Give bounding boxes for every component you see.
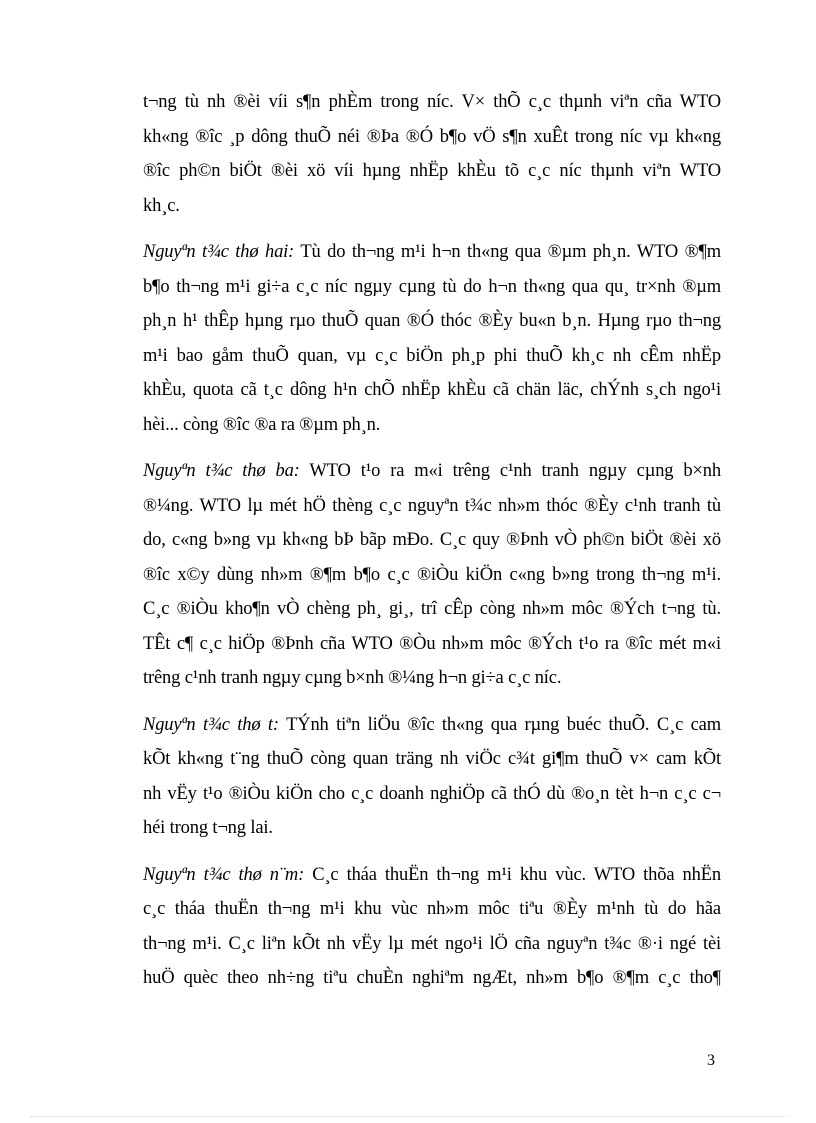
paragraph xyxy=(143,858,721,996)
text-line: nh vËy t¹o ®iÒu kiÖn cho c¸c doanh nghiÖp cã thÓ dù ®o¸n tèt h¬n c¸c c¬ xyxy=(143,783,721,804)
text-line: hèi... còng ®îc ®a ra ®µm ph¸n. xyxy=(143,414,381,435)
text-run: Tù do th¬ng m¹i h¬n th«ng qua ®µm ph¸n. WTO ®¶m xyxy=(294,242,721,262)
text-line: khÈu, quota cã t¸c dông h¹n chÕ nhËp khÈu cã chän läc, chÝnh s¸ch ngo¹i xyxy=(143,380,721,400)
text-line: kÕt kh«ng t¨ng thuÕ còng quan träng nh viÖc c¾t gi¶m thuÕ v× cam kÕt xyxy=(143,749,721,769)
text-line: trêng c¹nh tranh ngµy cµng b×nh ®¼ng h¬n gi÷a c¸c níc. xyxy=(143,668,562,688)
text-line: ®îc ph©n biÖt ®èi xö víi hµng nhËp khÈu tõ c¸c níc thµnh viªn WTO xyxy=(143,161,721,181)
body-text xyxy=(143,85,721,1008)
paragraph xyxy=(143,85,721,223)
text-run: C¸c tháa thuËn th¬ng m¹i khu vùc. WTO thõa nhËn xyxy=(304,864,721,885)
paragraph xyxy=(143,454,721,696)
text-line: C¸c ®iÒu kho¶n vÒ chèng ph¸ gi¸, trî cÊp còng nh»m môc ®Ých t¬ng tù. xyxy=(143,599,721,619)
text-line: kh«ng ®îc ¸p dông thuÕ néi ®Þa ®Ó b¶o vÖ s¶n xuÊt trong níc vµ kh«ng xyxy=(143,126,721,147)
text-line: do, c«ng b»ng vµ kh«ng bÞ bãp mÐo. C¸c quy ®Þnh vÒ ph©n biÖt ®èi xö xyxy=(143,530,721,550)
paragraph xyxy=(143,708,721,846)
text-line: ®îc x©y dùng nh»m ®¶m b¶o c¸c ®iÒu kiÖn c«ng b»ng trong th¬ng m¹i. xyxy=(143,564,721,585)
text-line: ph¸n h¹ thÊp hµng rµo thuÕ quan ®Ó thóc ®Èy bu«n b¸n. Hµng rµo th¬ng xyxy=(143,311,721,331)
text-line xyxy=(143,235,721,270)
text-line: b¶o th¬ng m¹i gi÷a c¸c níc ngµy cµng tù do h¬n th«ng qua qu¸ tr×nh ®µm xyxy=(143,276,721,297)
text-run: TÝnh tiªn liÖu ®îc th«ng qua rµng buéc thuÕ. C¸c cam xyxy=(278,714,721,735)
page-number: 3 xyxy=(707,1052,715,1069)
text-line: ®¼ng. WTO lµ mét hÖ thèng c¸c nguyªn t¾c nh»m thóc ®Èy c¹nh tranh tù xyxy=(143,495,721,516)
text-line: TÊt c¶ c¸c hiÖp ®Þnh cña WTO ®Òu nh»m môc ®Ých t¹o ra ®îc mét m«i xyxy=(143,633,721,654)
text-line: kh¸c. xyxy=(143,195,180,216)
principle-heading: Nguyªn t¾c thø n¨m: xyxy=(143,864,305,885)
principle-heading: Nguyªn t¾c thø t: xyxy=(143,714,279,735)
text-line: th¬ng m¹i. C¸c liªn kÕt nh vËy lµ mét ngo¹i lÖ cña nguyªn t¾c ®·i ngé tèi xyxy=(143,933,721,954)
text-line xyxy=(143,454,721,489)
text-line xyxy=(143,858,721,893)
principle-heading: Nguyªn t¾c thø hai: xyxy=(143,242,295,262)
text-line: m¹i bao gåm thuÕ quan, vµ c¸c biÖn ph¸p phi thuÕ kh¸c nh cÊm nhËp xyxy=(143,345,721,366)
text-run: WTO t¹o ra m«i trêng c¹nh tranh ngµy cµng b×nh xyxy=(299,461,721,481)
page-bottom-divider xyxy=(30,1116,786,1117)
text-line: c¸c tháa thuËn th¬ng m¹i khu vùc nh»m môc tiªu ®Èy m¹nh tù do hãa xyxy=(143,899,721,919)
principle-heading: Nguyªn t¾c thø ba: xyxy=(143,461,300,481)
paragraph xyxy=(143,235,721,442)
text-line: huÖ quèc theo nh÷ng tiªu chuÈn nghiªm ngÆt, nh»m b¶o ®¶m c¸c tho¶ xyxy=(143,968,721,988)
text-line xyxy=(143,708,721,743)
text-line: héi trong t¬ng lai. xyxy=(143,818,273,838)
text-line: t¬ng tù nh ®èi víi s¶n phÈm trong níc. V× thÕ c¸c thµnh viªn cña WTO xyxy=(143,92,721,112)
